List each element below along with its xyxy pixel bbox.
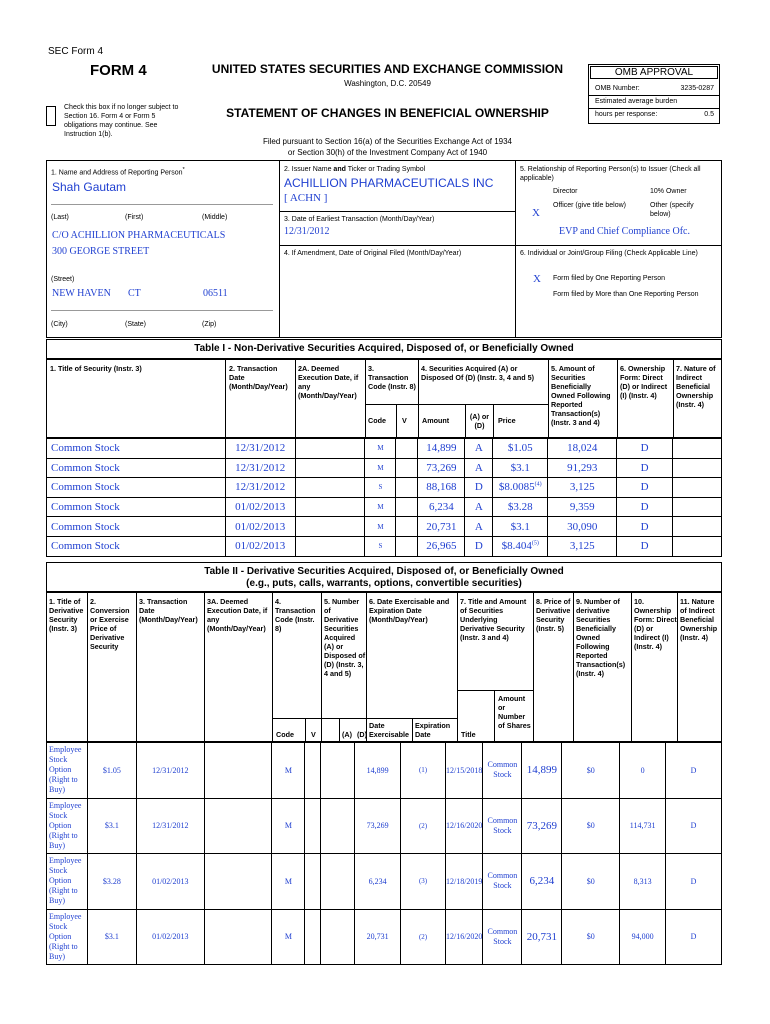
t2-acquired — [321, 798, 355, 854]
city-label: (City) — [51, 321, 68, 328]
issuer-name: ACHILLION PHARMACEUTICALS INC — [284, 176, 494, 190]
t2-conversion-price: $3.28 — [87, 854, 136, 910]
t2-date-exercisable: (2) — [401, 798, 446, 854]
t2-underlying-shares: 14,899 — [522, 743, 562, 799]
t2-transaction-date: 01/02/2013 — [136, 854, 204, 910]
last-label: (Last) — [51, 214, 69, 221]
t2-disposed: 6,234 — [355, 854, 401, 910]
t1-sub-amount: Amount — [422, 416, 450, 425]
ten-percent-owner-label: 10% Owner — [650, 188, 687, 195]
t2-sub-code: Code — [276, 730, 294, 739]
t2-expiration-date: 12/18/2019 — [445, 854, 482, 910]
t1-ownership-form: D — [617, 536, 673, 556]
t1-deemed-date — [295, 458, 365, 478]
t2-code: M — [272, 909, 305, 965]
t1-col-form: 6. Ownership Form: Direct (D) or Indirect (I) (Instr. 4) — [620, 364, 668, 400]
state-value: CT — [128, 288, 141, 299]
officer-title: EVP and Chief Compliance Ofc. — [559, 226, 690, 237]
t2-underlying-shares: 20,731 — [522, 909, 562, 965]
officer-label: Officer (give title below) — [553, 202, 627, 209]
form-title: FORM 4 — [90, 62, 147, 79]
t2-disposed: 73,269 — [355, 798, 401, 854]
earliest-transaction-date: 12/31/2012 — [284, 226, 330, 237]
t1-owned-following: 3,125 — [548, 478, 617, 498]
t1-nature — [673, 439, 722, 459]
t1-security-title: Common Stock — [47, 439, 226, 459]
t1-amount: 73,269 — [418, 458, 465, 478]
state-label: (State) — [125, 321, 147, 328]
t1-security-title: Common Stock — [47, 458, 226, 478]
t1-row — [47, 497, 722, 517]
t1-code: S — [365, 478, 396, 498]
other-label: Other (specify below) — [650, 202, 694, 218]
t2-underlying-title: Common Stock — [483, 909, 522, 965]
city-value: NEW HAVEN — [52, 288, 111, 299]
t1-footnote: (5) — [531, 540, 539, 547]
t2-v — [305, 798, 321, 854]
t2-col-number: 5. Number of Derivative Securities Acquired (A) or Disposed of (D) (Instr. 3, 4 and 5) — [324, 597, 366, 678]
t2-row — [47, 909, 722, 965]
t2-sub-title: Title — [461, 730, 476, 739]
t1-price — [493, 536, 548, 556]
t2-ownership-form: D — [666, 909, 722, 965]
director-label: Director — [553, 188, 578, 195]
t1-code: M — [365, 458, 396, 478]
t1-nature — [673, 497, 722, 517]
omb-burden-label: Estimated average burden — [595, 98, 678, 105]
t2-deemed-date — [204, 909, 272, 965]
t1-v — [396, 478, 418, 498]
officer-check-mark: X — [532, 207, 540, 219]
t2-sub-v: V — [311, 730, 316, 739]
t2-owned-following: 0 — [620, 743, 666, 799]
t1-transaction-date: 12/31/2012 — [225, 478, 295, 498]
t1-row — [47, 478, 722, 498]
t2-acquired — [321, 743, 355, 799]
t1-a-or-d: A — [465, 439, 493, 459]
t1-col-deemed: 2A. Deemed Execution Date, if any (Month/Day/Year) — [298, 364, 359, 400]
t2-expiration-date: 12/16/2020 — [445, 909, 482, 965]
t2-sub-a: (A) — [342, 730, 352, 739]
t1-transaction-date: 12/31/2012 — [225, 439, 295, 459]
t2-sub-d: (D) — [357, 730, 367, 739]
t2-acquired — [321, 909, 355, 965]
t1-price — [493, 439, 548, 459]
t1-a-or-d: A — [465, 458, 493, 478]
t1-a-or-d: A — [465, 497, 493, 517]
checkbox-instruction: Check this box if no longer subject to Section 16. Form 4 or Form 5 obligations may continue. See Instruction 1(b). — [64, 104, 179, 138]
one-reporting-person-label: Form filed by One Reporting Person — [553, 275, 666, 282]
t1-price — [493, 497, 548, 517]
t1-sub-v: V — [402, 416, 407, 425]
t2-derivative-price: $0 — [562, 743, 620, 799]
table2-title-2: (e.g., puts, calls, warrants, options, convertible securities) — [246, 578, 522, 589]
t2-expiration-date: 12/16/2020 — [445, 798, 482, 854]
t1-col-date: 2. Transaction Date (Month/Day/Year) — [229, 364, 288, 391]
t2-deemed-date — [204, 854, 272, 910]
t2-owned-following: 8,313 — [620, 854, 666, 910]
t2-col-owned: 9. Number of derivative Securities Beneficially Owned Following Reported Transaction(s) (Instr. 4) — [576, 597, 626, 678]
box1-label: 1. Name and Address of Reporting Person* — [51, 167, 185, 177]
t1-security-title: Common Stock — [47, 536, 226, 556]
t1-price-value: $3.28 — [507, 501, 533, 514]
t1-owned-following: 91,293 — [548, 458, 617, 478]
t1-col-nature: 7. Nature of Indirect Beneficial Ownership (Instr. 4) — [676, 364, 716, 409]
t1-price-value: $1.05 — [507, 442, 533, 455]
filed-pursuant-1: Filed pursuant to Section 16(a) of the Securities Exchange Act of 1934 — [262, 137, 513, 146]
t2-security-title: Employee Stock Option (Right to Buy) — [47, 798, 88, 854]
t1-nature — [673, 458, 722, 478]
t2-v — [305, 909, 321, 965]
no-longer-subject-checkbox[interactable] — [46, 106, 56, 126]
t2-col-date: 3. Transaction Date (Month/Day/Year) — [139, 597, 198, 624]
t2-col-conversion: 2. Conversion or Exercise Price of Derivative Security — [90, 597, 130, 651]
t1-v — [396, 497, 418, 517]
t2-row — [47, 798, 722, 854]
t1-row — [47, 536, 722, 556]
filed-pursuant-2: or Section 30(h) of the Investment Company Act of 1940 — [287, 148, 488, 157]
t2-col-form: 10. Ownership Form: Direct (D) or Indirect (I) (Instr. 4) — [634, 597, 677, 651]
t2-v — [305, 743, 321, 799]
omb-number-label: OMB Number: — [595, 85, 640, 92]
t1-ownership-form: D — [617, 478, 673, 498]
t2-col-price: 8. Price of Derivative Security (Instr. 5) — [536, 597, 571, 633]
t2-deemed-date — [204, 798, 272, 854]
t1-amount: 14,899 — [418, 439, 465, 459]
t1-nature — [673, 478, 722, 498]
t1-security-title: Common Stock — [47, 517, 226, 537]
table2-title-1: Table II - Derivative Securities Acquired, Disposed of, or Beneficially Owned — [204, 566, 564, 577]
t2-ownership-form: D — [666, 743, 722, 799]
table1-body — [46, 438, 722, 557]
t2-acquired — [321, 854, 355, 910]
t2-conversion-price: $3.1 — [87, 798, 136, 854]
t2-date-exercisable: (3) — [401, 854, 446, 910]
omb-title: OMB APPROVAL — [590, 66, 718, 79]
t1-code: M — [365, 517, 396, 537]
t1-price-value: $3.1 — [510, 520, 530, 533]
t2-disposed: 14,899 — [355, 743, 401, 799]
ticker-symbol: [ ACHN ] — [284, 192, 328, 204]
sec-form-label: SEC Form 4 — [48, 46, 104, 57]
t1-nature — [673, 536, 722, 556]
t2-col-underlying: 7. Title and Amount of Securities Underlying Derivative Security (Instr. 3 and 4) — [460, 597, 527, 642]
t1-price-value: $3.1 — [510, 461, 530, 474]
statement-title: STATEMENT OF CHANGES IN BENEFICIAL OWNERSHIP — [226, 106, 549, 120]
t1-transaction-date: 01/02/2013 — [225, 497, 295, 517]
t2-derivative-price: $0 — [562, 909, 620, 965]
t1-transaction-date: 01/02/2013 — [225, 517, 295, 537]
t1-amount: 6,234 — [418, 497, 465, 517]
one-person-check-mark: X — [533, 273, 541, 285]
t1-code: M — [365, 439, 396, 459]
t1-a-or-d: D — [465, 478, 493, 498]
t2-code: M — [272, 798, 305, 854]
t2-transaction-date: 12/31/2012 — [136, 798, 204, 854]
t2-expiration-date: 12/15/2018 — [445, 743, 482, 799]
t1-security-title: Common Stock — [47, 478, 226, 498]
t2-col-code: 4. Transaction Code (Instr. 8) — [275, 597, 316, 633]
first-label: (First) — [125, 214, 144, 221]
t1-code: M — [365, 497, 396, 517]
t2-col-deemed: 3A. Deemed Execution Date, if any (Month/Day/Year) — [207, 597, 268, 633]
t1-v — [396, 439, 418, 459]
t2-owned-following: 114,731 — [620, 798, 666, 854]
t1-security-title: Common Stock — [47, 497, 226, 517]
t1-footnote: (4) — [534, 481, 542, 488]
t1-transaction-date: 12/31/2012 — [225, 458, 295, 478]
t1-owned-following: 3,125 — [548, 536, 617, 556]
t1-amount: 88,168 — [418, 478, 465, 498]
t2-date-exercisable: (1) — [401, 743, 446, 799]
t1-sub-code: Code — [368, 416, 386, 425]
t1-row — [47, 439, 722, 459]
t2-underlying-shares: 73,269 — [522, 798, 562, 854]
t1-amount: 26,965 — [418, 536, 465, 556]
t2-underlying-title: Common Stock — [483, 743, 522, 799]
omb-hours-label: hours per response: — [595, 111, 658, 118]
t1-col-title: 1. Title of Security (Instr. 3) — [50, 364, 142, 373]
box4-label: 4. If Amendment, Date of Original Filed (Month/Day/Year) — [284, 250, 462, 257]
t2-underlying-title: Common Stock — [483, 798, 522, 854]
t1-price — [493, 478, 548, 498]
t1-ownership-form: D — [617, 439, 673, 459]
t1-row — [47, 458, 722, 478]
t1-price — [493, 517, 548, 537]
t1-price-value: $8.404 — [501, 540, 532, 553]
t2-transaction-date: 01/02/2013 — [136, 909, 204, 965]
t2-sub-amount: Amount or Number of Shares — [498, 694, 531, 730]
t1-nature — [673, 517, 722, 537]
middle-label: (Middle) — [202, 214, 228, 221]
t2-ownership-form: D — [666, 854, 722, 910]
t1-deemed-date — [295, 517, 365, 537]
t1-sub-aord: (A) or (D) — [469, 412, 490, 430]
t2-underlying-shares: 6,234 — [522, 854, 562, 910]
t1-row — [47, 517, 722, 537]
box6-label: 6. Individual or Joint/Group Filing (Check Applicable Line) — [520, 250, 698, 257]
t1-v — [396, 458, 418, 478]
t2-security-title: Employee Stock Option (Right to Buy) — [47, 909, 88, 965]
t2-deemed-date — [204, 743, 272, 799]
t1-owned-following: 30,090 — [548, 517, 617, 537]
t1-price-value: $8.0085 — [498, 481, 535, 494]
t1-a-or-d: A — [465, 517, 493, 537]
address-line-1: C/O ACHILLION PHARMACEUTICALS — [52, 230, 226, 241]
t2-code: M — [272, 743, 305, 799]
zip-label: (Zip) — [202, 321, 217, 328]
t1-deemed-date — [295, 497, 365, 517]
street-label: (Street) — [51, 276, 75, 283]
t2-derivative-price: $0 — [562, 798, 620, 854]
t1-v — [396, 517, 418, 537]
address-line-2: 300 GEORGE STREET — [52, 246, 150, 257]
t2-col-nature: 11. Nature of Indirect Beneficial Ownership (Instr. 4) — [680, 597, 718, 642]
commission-title: UNITED STATES SECURITIES AND EXCHANGE COMMISSION — [211, 62, 564, 76]
t2-col-title: 1. Title of Derivative Security (Instr. 3) — [49, 597, 84, 633]
t2-v — [305, 854, 321, 910]
box2-label: 2. Issuer Name and Ticker or Trading Symbol — [284, 166, 426, 173]
t2-transaction-date: 12/31/2012 — [136, 743, 204, 799]
t1-col-code: 3. Transaction Code (Instr. 8) — [368, 364, 416, 391]
t1-transaction-date: 01/02/2013 — [225, 536, 295, 556]
t1-deemed-date — [295, 478, 365, 498]
t2-disposed: 20,731 — [355, 909, 401, 965]
t1-price — [493, 458, 548, 478]
t1-owned-following: 9,359 — [548, 497, 617, 517]
more-reporting-persons-label: Form filed by More than One Reporting Person — [553, 291, 699, 298]
t2-code: M — [272, 854, 305, 910]
box5-label: 5. Relationship of Reporting Person(s) to Issuer (Check all applicable) — [520, 166, 701, 182]
t1-sub-price: Price — [498, 416, 516, 425]
t1-v — [396, 536, 418, 556]
t1-col-owned: 5. Amount of Securities Beneficially Owned Following Reported Transaction(s) (Instr. 3 and 4) — [551, 364, 611, 427]
table1-title: Table I - Non-Derivative Securities Acquired, Disposed of, or Beneficially Owned — [194, 343, 574, 354]
t2-sub-expiration: Expiration Date — [415, 721, 451, 739]
t1-deemed-date — [295, 439, 365, 459]
t2-col-exercisable: 6. Date Exercisable and Expiration Date (Month/Day/Year) — [369, 597, 450, 624]
reporting-person-name: Shah Gautam — [52, 180, 127, 194]
t1-ownership-form: D — [617, 458, 673, 478]
t1-ownership-form: D — [617, 517, 673, 537]
t2-security-title: Employee Stock Option (Right to Buy) — [47, 743, 88, 799]
t1-amount: 20,731 — [418, 517, 465, 537]
omb-hours: 0.5 — [704, 111, 714, 118]
t2-ownership-form: D — [666, 798, 722, 854]
t2-underlying-title: Common Stock — [483, 854, 522, 910]
t2-date-exercisable: (2) — [401, 909, 446, 965]
t2-row — [47, 854, 722, 910]
t2-owned-following: 94,000 — [620, 909, 666, 965]
t1-deemed-date — [295, 536, 365, 556]
t2-conversion-price: $3.1 — [87, 909, 136, 965]
t2-row — [47, 743, 722, 799]
t1-owned-following: 18,024 — [548, 439, 617, 459]
omb-number: 3235-0287 — [680, 85, 714, 92]
t1-col-acquired: 4. Securities Acquired (A) or Disposed Of (D) (Instr. 3, 4 and 5) — [421, 364, 535, 382]
box3-label: 3. Date of Earliest Transaction (Month/Day/Year) — [284, 216, 435, 223]
commission-city: Washington, D.C. 20549 — [344, 79, 431, 88]
t1-a-or-d: D — [465, 536, 493, 556]
zip-value: 06511 — [203, 288, 228, 299]
t2-conversion-price: $1.05 — [87, 743, 136, 799]
t1-ownership-form: D — [617, 497, 673, 517]
t1-code: S — [365, 536, 396, 556]
t2-derivative-price: $0 — [562, 854, 620, 910]
t2-security-title: Employee Stock Option (Right to Buy) — [47, 854, 88, 910]
table2-body — [46, 742, 722, 965]
t2-sub-date-exercisable: Date Exercisable — [369, 721, 409, 739]
